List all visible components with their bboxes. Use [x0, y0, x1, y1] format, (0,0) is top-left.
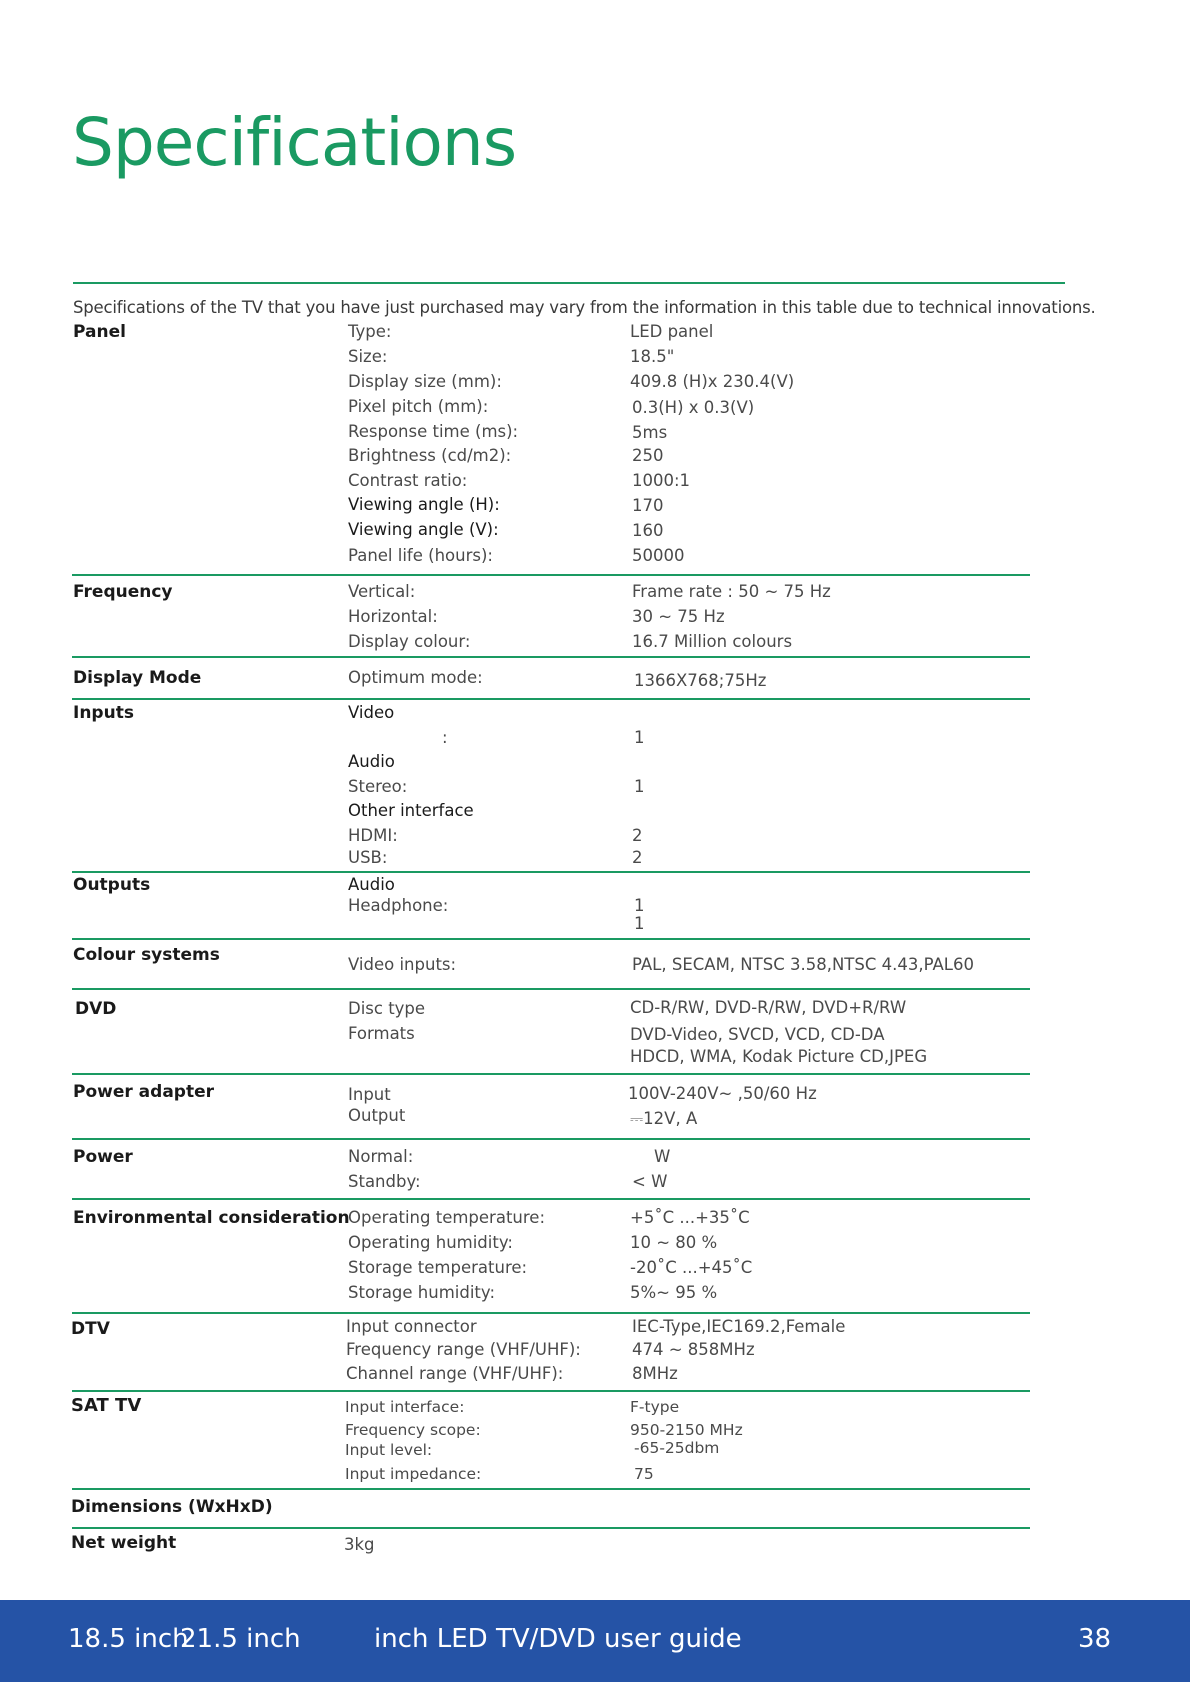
spec-key: Viewing angle (V): — [348, 520, 499, 539]
spec-value: < W — [632, 1172, 668, 1191]
spec-value: 30 ~ 75 Hz — [632, 607, 725, 626]
spec-key: Normal: — [348, 1147, 414, 1166]
spec-key: Input — [348, 1085, 391, 1104]
spec-value: 3kg — [344, 1535, 375, 1554]
footer-guide-title: inch LED TV/DVD user guide — [374, 1624, 742, 1654]
spec-value: PAL, SECAM, NTSC 3.58,NTSC 4.43,PAL60 — [632, 955, 974, 974]
spec-value: 1000:1 — [632, 471, 691, 490]
section-divider — [72, 871, 1030, 873]
spec-key: Frequency scope: — [345, 1421, 481, 1439]
section-divider — [72, 656, 1030, 658]
spec-key: Response time (ms): — [348, 422, 519, 441]
spec-value: HDCD, WMA, Kodak Picture CD,JPEG — [630, 1047, 928, 1066]
spec-value: 8MHz — [632, 1364, 678, 1383]
spec-value: 474 ~ 858MHz — [632, 1340, 755, 1359]
section-label-net-weight: Net weight — [71, 1533, 177, 1553]
spec-key: Storage humidity: — [348, 1283, 496, 1302]
spec-key: Formats — [348, 1024, 415, 1043]
spec-value: 5%~ 95 % — [630, 1283, 718, 1302]
spec-key: Viewing angle (H): — [348, 495, 500, 514]
spec-key: Size: — [348, 347, 388, 366]
section-label-inputs: Inputs — [73, 703, 134, 723]
spec-key: Optimum mode: — [348, 668, 483, 687]
section-label-colour-systems: Colour systems — [73, 945, 220, 965]
spec-key: Input level: — [345, 1441, 433, 1459]
spec-key: Headphone: — [348, 896, 449, 915]
spec-value: DVD-Video, SVCD, VCD, CD-DA — [630, 1025, 885, 1044]
header-divider — [73, 282, 1065, 284]
spec-key: Input interface: — [345, 1398, 465, 1416]
section-label-dtv: DTV — [71, 1319, 110, 1339]
spec-value: 409.8 (H)x 230.4(V) — [630, 372, 795, 391]
spec-key: Input impedance: — [345, 1465, 482, 1483]
section-label-frequency: Frequency — [73, 582, 173, 602]
spec-value: CD-R/RW, DVD-R/RW, DVD+R/RW — [630, 998, 907, 1017]
spec-key: Vertical: — [348, 582, 416, 601]
section-label-power: Power — [73, 1147, 133, 1167]
spec-value: 1 — [634, 728, 645, 747]
spec-value: 0.3(H) x 0.3(V) — [632, 398, 755, 417]
spec-value: 1 — [634, 914, 645, 933]
section-divider — [72, 1488, 1030, 1490]
page-title: Specifications — [72, 104, 517, 181]
spec-value: W — [654, 1147, 671, 1166]
footer-size-2: 21.5 inch — [180, 1624, 301, 1654]
spec-value: 5ms — [632, 423, 668, 442]
section-divider — [72, 938, 1030, 940]
subheading-other-interface: Other interface — [348, 801, 474, 820]
spec-value: 160 — [632, 521, 664, 540]
spec-key: Channel range (VHF/UHF): — [346, 1364, 564, 1383]
spec-key: Video inputs: — [348, 955, 457, 974]
spec-value: 250 — [632, 446, 664, 465]
section-divider — [72, 988, 1030, 990]
section-divider — [72, 1073, 1030, 1075]
spec-value: Frame rate : 50 ~ 75 Hz — [632, 582, 831, 601]
page-number: 38 — [1078, 1624, 1112, 1654]
section-divider — [72, 1138, 1030, 1140]
spec-value: -20˚C ...+45˚C — [630, 1258, 753, 1277]
subheading-video: Video — [348, 703, 395, 722]
section-label-environmental: Environmental consideration — [73, 1208, 350, 1228]
spec-value: LED panel — [630, 322, 714, 341]
spec-key: : — [442, 728, 448, 747]
spec-value: 2 — [632, 848, 643, 867]
spec-key: Type: — [348, 322, 392, 341]
spec-value: F-type — [630, 1398, 680, 1416]
spec-value: 170 — [632, 496, 664, 515]
section-label-outputs: Outputs — [73, 875, 151, 895]
spec-key: Stereo: — [348, 777, 408, 796]
spec-value: 18.5" — [630, 347, 675, 366]
spec-key: USB: — [348, 848, 388, 867]
section-divider — [72, 1198, 1030, 1200]
spec-value: IEC-Type,IEC169.2,Female — [632, 1317, 846, 1336]
spec-key: Input connector — [346, 1317, 477, 1336]
spec-key: Standby: — [348, 1172, 421, 1191]
spec-key: Brightness (cd/m2): — [348, 446, 512, 465]
spec-value: 1366X768;75Hz — [634, 671, 767, 690]
subheading-audio: Audio — [348, 875, 395, 894]
section-label-display-mode: Display Mode — [73, 668, 202, 688]
intro-text: Specifications of the TV that you have just purchased may vary from the information in this table due to technical innovations. — [73, 298, 1096, 317]
section-label-sat-tv: SAT TV — [71, 1395, 142, 1416]
spec-value: -65-25dbm — [634, 1439, 720, 1457]
spec-value: 1 — [634, 896, 645, 915]
spec-key: Storage temperature: — [348, 1258, 528, 1277]
spec-value: 10 ~ 80 % — [630, 1233, 718, 1252]
spec-value: 950-2150 MHz — [630, 1421, 743, 1439]
spec-key: Operating humidity: — [348, 1233, 513, 1252]
section-label-power-adapter: Power adapter — [73, 1082, 214, 1102]
spec-value: 75 — [634, 1465, 654, 1483]
spec-value: 16.7 Million colours — [632, 632, 793, 651]
spec-value: 100V-240V~ ,50/60 Hz — [628, 1084, 817, 1103]
spec-key: Operating temperature: — [348, 1208, 546, 1227]
spec-key: Display colour: — [348, 632, 471, 651]
section-divider — [72, 574, 1030, 576]
section-label-dvd: DVD — [75, 999, 117, 1019]
spec-value: 2 — [632, 826, 643, 845]
spec-key: Display size (mm): — [348, 372, 502, 391]
spec-key: Horizontal: — [348, 607, 438, 626]
section-label-panel: Panel — [73, 322, 126, 342]
spec-value: 1 — [634, 777, 645, 796]
spec-key: Pixel pitch (mm): — [348, 397, 489, 416]
section-divider — [72, 1527, 1030, 1529]
section-divider — [72, 1312, 1030, 1314]
subheading-audio: Audio — [348, 752, 395, 771]
footer-bar — [0, 1600, 1190, 1682]
spec-value: 50000 — [632, 546, 685, 565]
spec-key: Output — [348, 1106, 406, 1125]
spec-key: Frequency range (VHF/UHF): — [346, 1340, 581, 1359]
spec-key: Contrast ratio: — [348, 471, 468, 490]
section-label-dimensions: Dimensions (WxHxD) — [71, 1497, 273, 1517]
footer-size-1: 18.5 inch — [68, 1624, 189, 1654]
section-divider — [72, 1390, 1030, 1392]
spec-key: Panel life (hours): — [348, 546, 493, 565]
spec-key: Disc type — [348, 999, 426, 1018]
spec-key: HDMI: — [348, 826, 398, 845]
section-divider — [72, 698, 1030, 700]
spec-value: +5˚C ...+35˚C — [630, 1208, 750, 1227]
spec-value: ⎓12V, A — [630, 1109, 698, 1128]
